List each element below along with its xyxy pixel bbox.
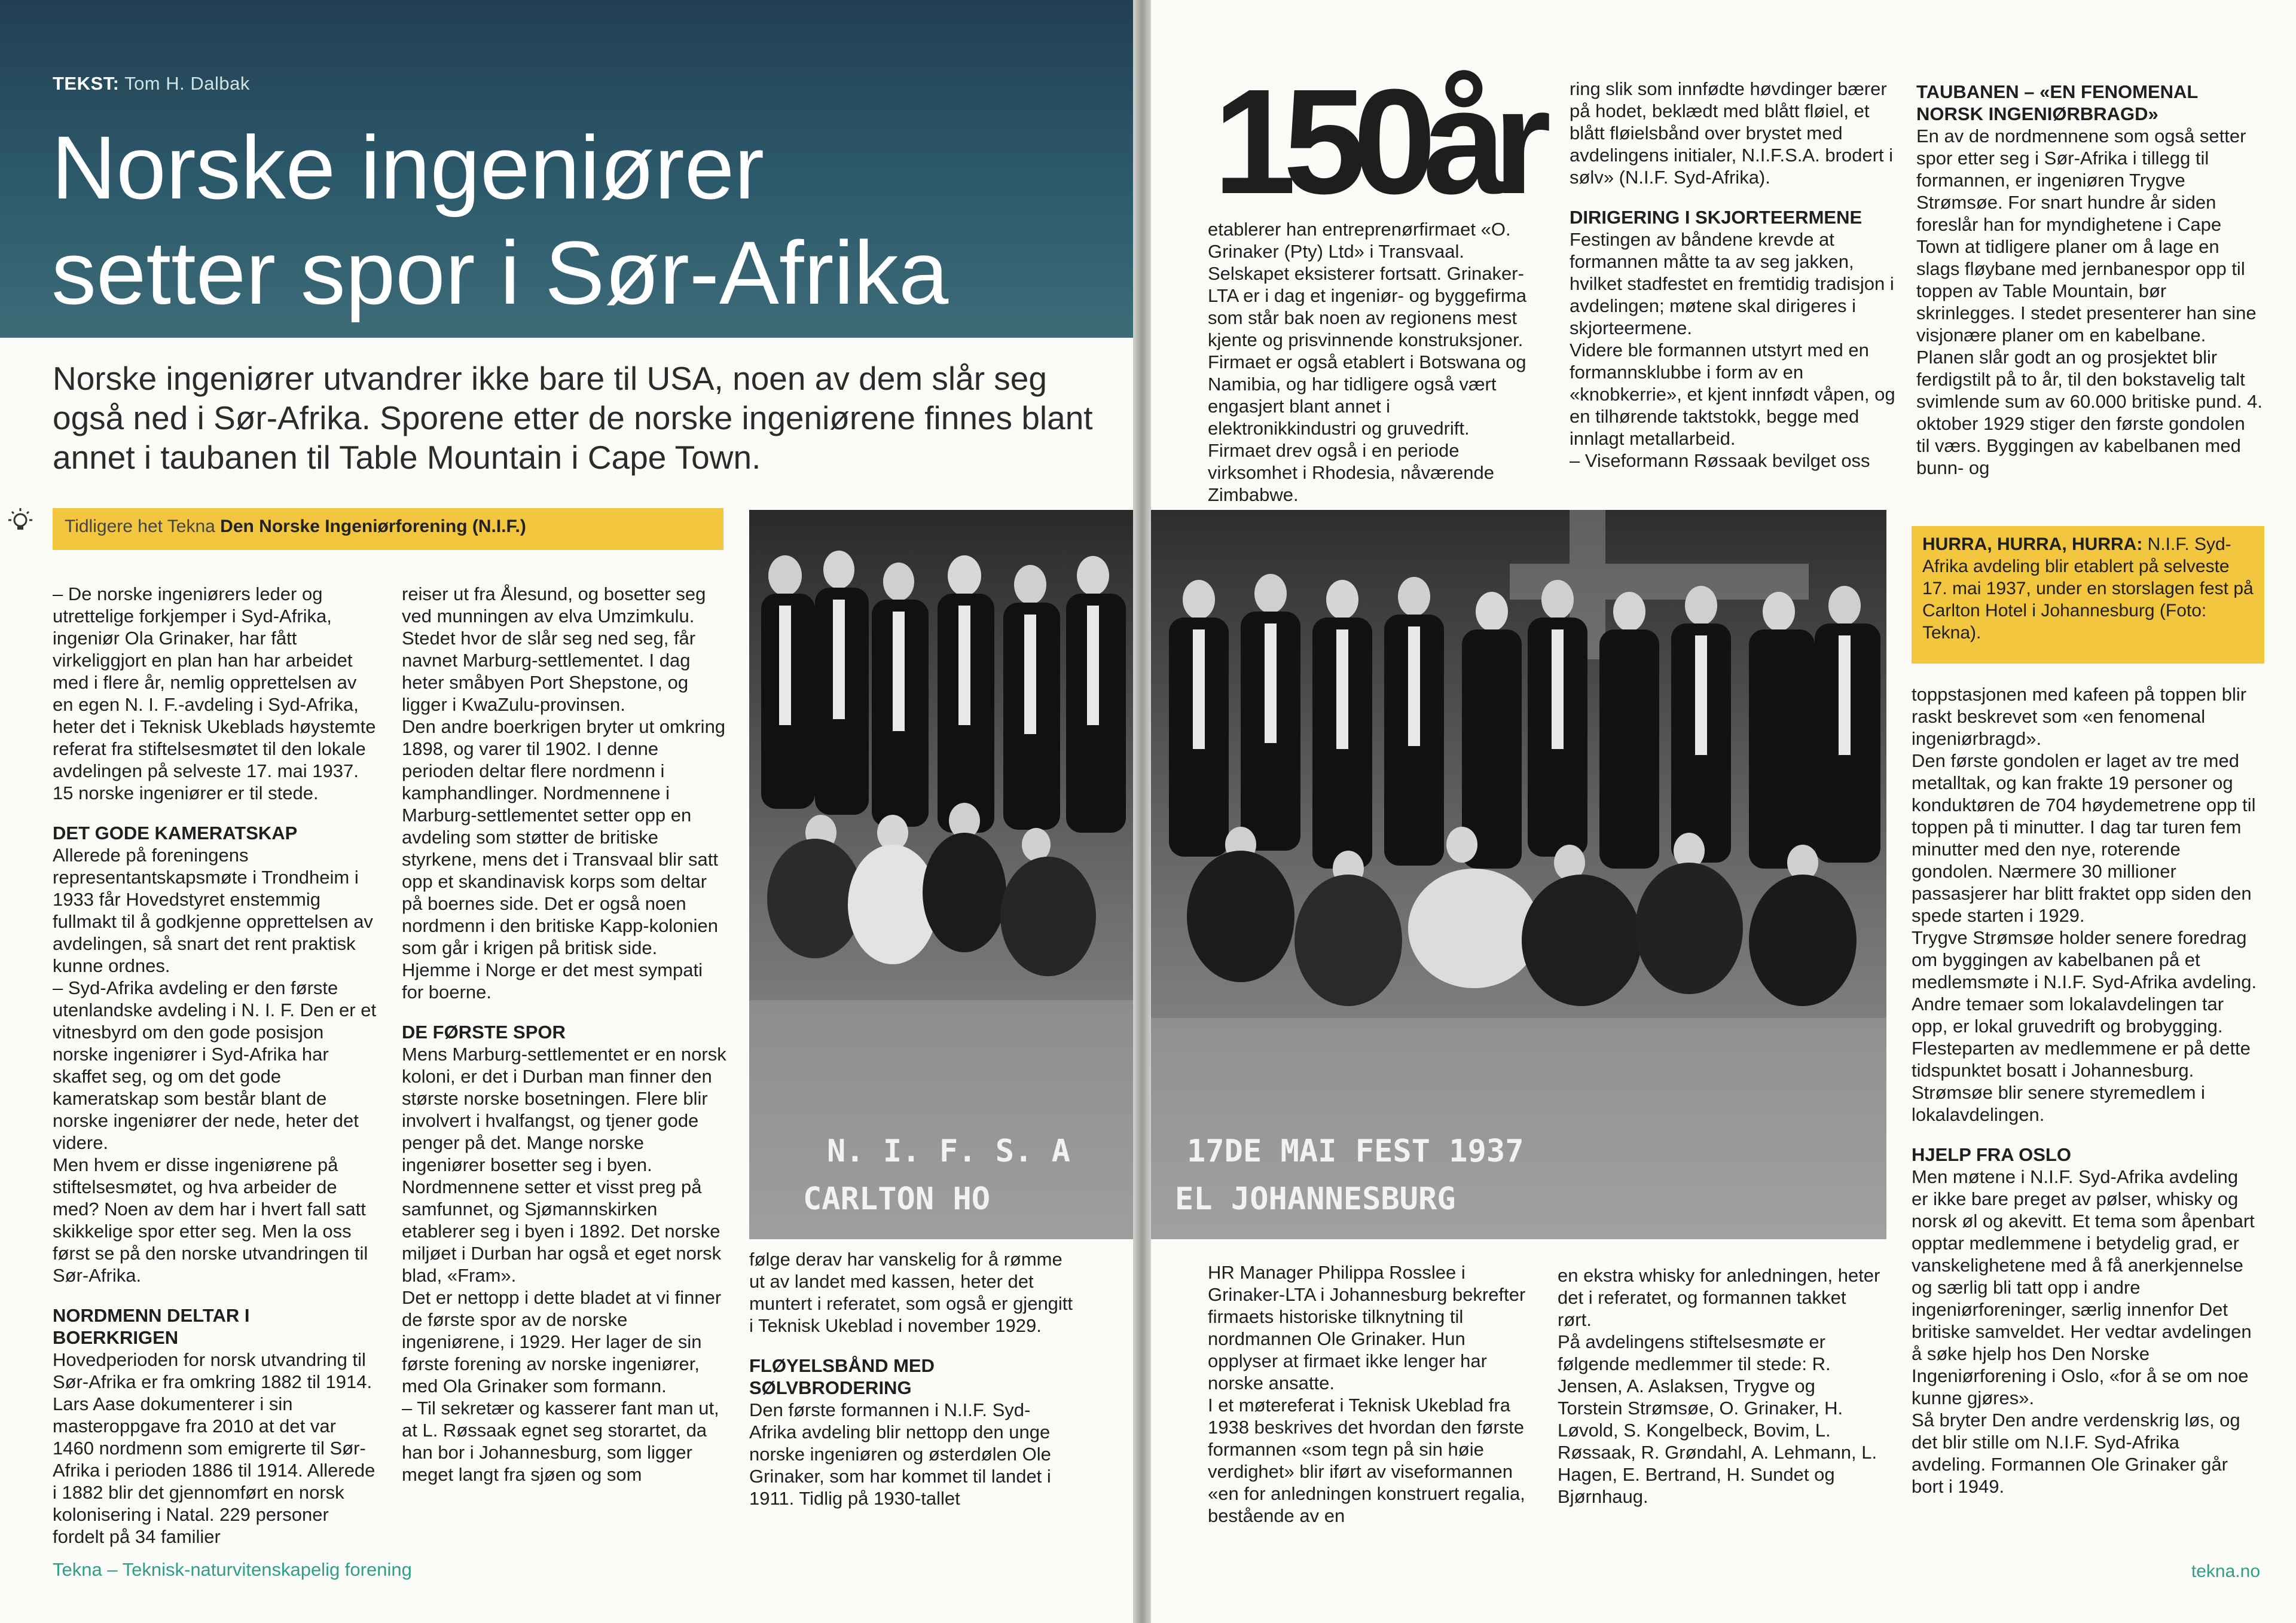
paragraph: Trygve Strømsøe holder senere foredrag om byggingen av kabelbanen på et medlemsmøte i N.I.F. Syd-Afrika avdeling. Andre temaer som lokalavdelingen tar opp, er lokal gruvedrift og brobygging. Flesteparten av medlemmene er på dette tidspunktet bosatt i Johannesburg. Strømsøe blir senere styremedlem i lokalavdelingen. [1912, 927, 2257, 1125]
left-column-2 [402, 583, 728, 1486]
footer-organization: Tekna – Teknisk-naturvitenskapelig forening [53, 1559, 412, 1580]
paragraph: Planen slår godt an og prosjektet blir ferdigstilt på to år, til den bokstavelig talt svimlende sum av 60.000 britiske pund. 4. oktober 1929 stiger den første gondolen til værs. Byggingen av kabelbanen med bunn- og [1916, 347, 2263, 478]
paragraph: HR Manager Philippa Rosslee i Grinaker-LTA i Johannesburg bekrefter firmaets historiske tilknytning til nordmannen Ole Grinaker. Hun opplyser at firmaet ikke lenger har norske ansatte. [1208, 1262, 1526, 1393]
info-strip-name: Den Norske Ingeniørforening (N.I.F.) [220, 516, 526, 536]
paragraph: Den andre boerkrigen bryter ut omkring 1898, og varer til 1902. I denne perioden deltar flere nordmenn i kamphandlinger. Nordmennene i Marburg-settlementet setter opp en avdeling som støtter de britiske styrkene, mens det i Transvaal blir satt opp et skandinavisk korps som deltar på boernes side. Det er også noen nordmenn i den britiske Kapp-kolonien som går i krigen på britisk side. Hjemme i Norge er det mest sympati for boerne. [402, 716, 726, 1002]
lightbulb-icon [5, 506, 36, 537]
right-column-1-bottom [1208, 1261, 1531, 1527]
paragraph: toppstasjonen med kafeen på toppen blir raskt beskrevet som «en fenomenal ingeniørbragd». [1912, 684, 2247, 749]
lede: Norske ingeniører utvandrer ikke bare til USA, noen av dem slår seg også ned i Sør-Afrika. Sporene etter de norske ingeniørene finnes blant annet i taubanen til Table Mountain i Cape Town. [53, 360, 1093, 476]
group-photo-left-image [749, 510, 1133, 1239]
group-photo-right [1151, 510, 1886, 1239]
right-column-1-top [1208, 218, 1534, 506]
subheading: DET GODE KAMERATSKAP [53, 823, 298, 843]
right-column-3-top [1916, 81, 2263, 479]
photo-inscription-line2-right: EL JOHANNESBURG [1175, 1181, 1456, 1217]
paragraph: Festingen av båndene krevde at formannen måtte ta av seg jakken, hvilket stadfestet en fremtidig tradisjon i avdelingen; møtene skal dirigeres i skjorteermene. [1570, 229, 1894, 338]
left-page [0, 0, 1133, 1623]
paragraph: Den første formannen i N.I.F. Syd-Afrika avdeling blir nettopp den unge norske ingeniøren og østerdølen Ole Grinaker, som har kommet til landet i 1911. Tidlig på 1930-tallet [749, 1399, 1051, 1509]
photo-inscription-line2-left: CARLTON HO [803, 1181, 991, 1217]
info-strip-prefix: Tidligere het Tekna [65, 516, 221, 536]
caption-heading: HURRA, HURRA, HURRA: [1922, 534, 2143, 554]
subheading: TAUBANEN – «EN FENOMENAL NORSK INGENIØRBRAGD» [1916, 81, 2198, 124]
paragraph: Men møtene i N.I.F. Syd-Afrika avdeling er ikke bare preget av pølser, whisky og norsk øl og akevitt. Et tema som åpenbart opptar medlemmene i betydelig grad, er vanskelighetene med å få anerkjennelse og særlig bli tatt opp i andre ingeniørforeninger, særlig innenfor Det britiske samveldet. Her vedtar avdelingen å søke hjelp hos Den Norske Ingeniørforening i Oslo, «for å se om noe kunne gjøres». [1912, 1166, 2255, 1408]
right-page [1151, 0, 2296, 1623]
paragraph: Mens Marburg-settlementet er en norsk koloni, er det i Durban man finner den største norske bosetningen. Flere blir involvert i hvalfangst, og tjener gode penger på det. Mange norske ingeniører bosetter seg i byen. [402, 1044, 726, 1175]
left-column-3 [749, 1248, 1075, 1509]
subheading: FLØYELSBÅND MED SØLVBRODERING [749, 1355, 935, 1398]
caption-text: N.I.F. Syd-Afrika avdeling blir etablert på selveste 17. mai 1937, under en storslagen fest på Carlton Hotel i Johannesburg (Foto: Tekna). [1922, 534, 2254, 643]
subheading: HJELP FRA OSLO [1912, 1144, 2071, 1165]
paragraph: ring slik som innfødte høvdinger bærer på hodet, beklædt med blått fløiel, et blått fløielsbånd over brystet med avdelingens initialer, N.I.F.S.A. brodert i sølv» (N.I.F. Syd-Afrika). [1570, 78, 1894, 188]
anniversary-badge: 150år [1213, 58, 1538, 225]
paragraph: følge derav har vanskelig for å rømme ut av landet med kassen, heter det muntert i referatet, som også er gjengitt i Teknisk Ukeblad i november 1929. [749, 1249, 1073, 1336]
paragraph: Så bryter Den andre verdenskrig løs, og det blir stille om N.I.F. Syd-Afrika avdeling. Formannen Ole Grinaker går bort i 1949. [1912, 1410, 2240, 1497]
subheading: DE FØRSTE SPOR [402, 1022, 566, 1043]
byline-author: Tom H. Dalbak [124, 73, 250, 94]
paragraph: Men hvem er disse ingeniørene på stiftelsesmøtet, og hva arbeider de med? Noen av dem har i hvert fall satt skikkelige spor etter seg. Men la oss først se på den norske utvandringen til Sør-Afrika. [53, 1154, 368, 1286]
photo-caption [1912, 526, 2264, 664]
paragraph: På avdelingens stiftelsesmøte er følgende medlemmer til stede: R. Jensen, A. Aslaksen, Trygve og Torstein Strømsøe, O. Grinaker, H. Løvold, S. Kongelbeck, Bovim, L. Røssaak, R. Grøndahl, A. Lehmann, L. Hagen, E. Bertrand, H. Sundet og Bjørnhaug. [1558, 1331, 1877, 1507]
paragraph: En av de nordmennene som også setter spor etter seg i Sør-Afrika i tillegg til formannen, er ingeniøren Trygve Strømsøe. For snart hundre år siden foreslår han for myndighetene i Cape Town at tidligere planer om å lage en slags fløybane med jernbanespor opp til toppen av Table Mountain, bør skrinlegges. I stedet presenterer han sine visjonære planer om en kabelbane. [1916, 126, 2257, 346]
headline [51, 115, 1116, 325]
paragraph: – Til sekretær og kasserer fant man ut, at L. Røssaak egnet seg storartet, da han bor i Johannesburg, som ligger meget langt fra sjøen og som [402, 1398, 719, 1485]
headline-line1: Norske ingeniører [51, 117, 765, 218]
paragraph: Nordmennene setter et visst preg på samfunnet, og Sjømannskirken etablerer seg i byen i 1892. Det norske miljøet i Durban har også et eget norsk blad, «Fram». [402, 1176, 722, 1286]
paragraph: Allerede på foreningens representantskapsmøte i Trondheim i 1933 får Hovedstyret enstemmig fullmakt til å godkjenne opprettelsen av avdelingen, så snart det rent praktisk kunne ordnes. [53, 845, 373, 976]
byline [53, 73, 250, 94]
subheading: DIRIGERING I SKJORTEERMENE [1570, 207, 1863, 228]
paragraph: Den første gondolen er laget av tre med metalltak, og kan frakte 19 personer og konduktøren de 704 høydemetrene opp til toppen på ti minutter. I dag tar turen fem minutter med den nye, roterende gondolen. Nærmere 30 millioner passasjerer har blitt fraktet opp siden den spede starten i 1929. [1912, 750, 2256, 926]
photo-inscription-line1-right: 17DE MAI FEST 1937 [1187, 1133, 1524, 1169]
footer-url[interactable]: tekna.no [2191, 1561, 2260, 1581]
subheading: NORDMENN DELTAR I BOERKRIGEN [53, 1305, 250, 1348]
photo-inscription-line1-left: N. I. F. S. A [827, 1133, 1070, 1169]
byline-label: TEKST: [53, 73, 120, 94]
headline-line2: setter spor i Sør-Afrika [51, 222, 949, 323]
paragraph: – Syd-Afrika avdeling er den første utenlandske avdeling i N. I. F. Den er et vitnesbyrd om den gode posisjon norske ingeniører i Syd-Afrika har skaffet seg, og om det gode kameratskap som består blant de norske ingeniører der nede, heter det videre. [53, 977, 377, 1153]
paragraph: etablerer han entreprenørfirmaet «O. Grinaker (Pty) Ltd» i Transvaal. Selskapet eksisterer fortsatt. Grinaker-LTA er i dag et ingeniør- og byggefirma som står bak noen av regionens mest kjente og prisvinnende konstruksjoner. Firmaet er også etablert i Botswana og Namibia, og har tidligere også vært engasjert blant annet i elektronikkindustri og gruvedrift. Firmaet drev også i en periode virksomhet i Rhodesia, nåværende Zimbabwe. [1208, 219, 1527, 505]
left-column-1 [53, 583, 378, 1548]
page-gutter [1133, 0, 1151, 1623]
paragraph: en ekstra whisky for anledningen, heter det i referatet, og formannen takket rørt. [1558, 1265, 1880, 1330]
paragraph: Hovedperioden for norsk utvandring til Sør-Afrika er fra omkring 1882 til 1914. Lars Aase dokumenterer i sin masteroppgave fra 2010 at det var 1460 nordmenn som emigrerte til Sør-Afrika i perioden 1886 til 1914. Allerede i 1882 blir det gjennomført en norsk kolonisering i Natal. 229 personer fordelt på 34 familier [53, 1349, 375, 1547]
group-photo-right-image [1151, 510, 1886, 1239]
right-column-2-bottom [1558, 1264, 1883, 1508]
paragraph: – Viseformann Røssaak bevilget oss [1570, 450, 1870, 471]
paragraph: reiser ut fra Ålesund, og bosetter seg ved munningen av elva Umzimkulu. Stedet hvor de slår seg ned seg, får navnet Marburg-settlementet. I dag heter småbyen Port Shepstone, og ligger i KwaZulu-provinsen. [402, 583, 706, 715]
right-column-2-top [1570, 78, 1904, 472]
group-photo-left [749, 510, 1133, 1239]
paragraph: I et møtereferat i Teknisk Ukeblad fra 1938 beskrives det hvordan den første formannen «som tegn på sin høie verdighet» blir iført av viseformannen «en for anledningen konstruert regalia, bestående av en [1208, 1395, 1525, 1526]
hero-banner [0, 0, 1133, 338]
paragraph: Det er nettopp i dette bladet at vi finner de første spor av de norske ingeniørene, i 1929. Her lager de sin første forening av norske ingeniører, med Ola Grinaker som formann. [402, 1287, 722, 1396]
info-strip [53, 508, 723, 550]
right-column-3-bottom [1912, 683, 2258, 1497]
paragraph: Videre ble formannen utstyrt med en formannsklubbe i form av en «knobkerrie», et kjent innfødt våpen, og en tilhørende taktstokk, begge med innlagt metallarbeid. [1570, 340, 1895, 449]
paragraph: – De norske ingeniørers leder og utrettelige forkjemper i Syd-Afrika, ingeniør Ola Grinaker, har fått virkeliggjort en plan han har arbeidet med i flere år, nemlig opprettelsen av en egen N. I. F.-avdeling i Syd-Afrika, heter det i Teknisk Ukeblads høystemte referat fra stiftelsesmøtet til den lokale avdelingen på selveste 17. mai 1937. 15 norske ingeniører er til stede. [53, 583, 376, 803]
